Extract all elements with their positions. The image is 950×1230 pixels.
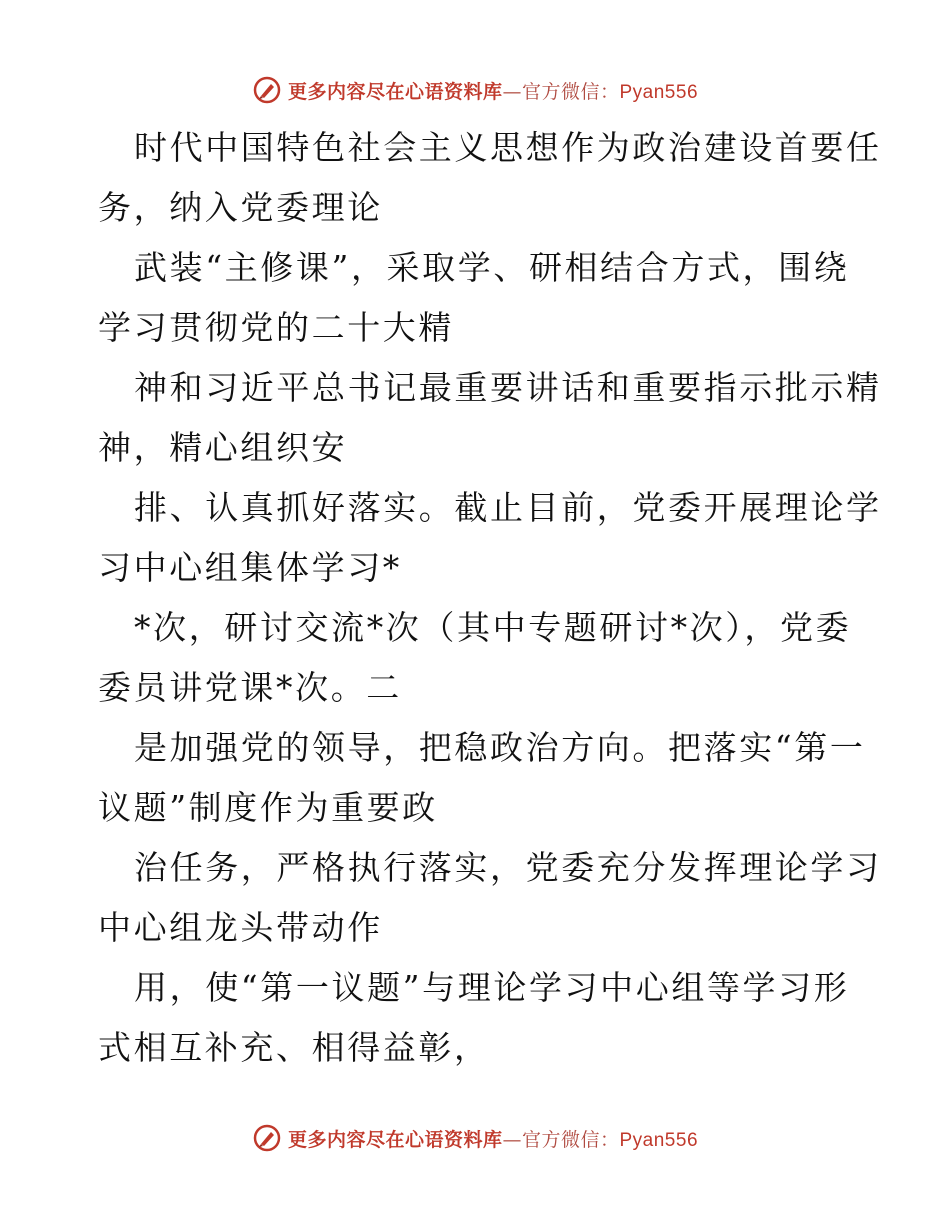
paragraph-line-second: 中心组龙头带动作 [98,908,383,947]
paragraph-line-first: 是加强党的领导，把稳政治方向。把落实“第一 [134,728,866,767]
paragraph [98,118,882,238]
paragraph-line-second: 神，精心组织安 [98,428,348,467]
paragraph-line-second: 式相互补充、相得益彰， [98,1028,490,1067]
watermark-separator: — [502,80,522,103]
paragraph-line-second: 务，纳入党委理论 [98,188,383,227]
paragraph [98,958,858,1078]
paragraph [98,598,858,718]
pen-nib-circle-icon [252,75,282,105]
paragraph-line-second: 习中心组集体学习* [98,548,402,587]
paragraph-line-first: 武装“主修课”，采取学、研相结合方式，围绕 [134,248,850,287]
paragraph-line-first: 时代中国特色社会主义思想作为政治建设首要任 [134,128,882,167]
paragraph-line-first: 用，使“第一议题”与理论学习中心组等学习形 [134,968,850,1007]
paragraph-line-first: 治任务，严格执行落实，党委充分发挥理论学习 [134,848,882,887]
paragraph [98,718,866,838]
paragraph [98,838,882,958]
pen-nib-circle-icon [252,1123,282,1153]
watermark-id: Pyan556 [619,1129,699,1151]
paragraph [98,358,882,478]
watermark-text [288,1125,698,1152]
paragraph-line-second: 议题”制度作为重要政 [98,788,438,827]
paragraph-line-first: 神和习近平总书记最重要讲话和重要指示批示精 [134,368,882,407]
paragraph-line-first: 排、认真抓好落实。截止目前，党委开展理论学 [134,488,882,527]
watermark-separator: — [502,1128,522,1151]
document-body [98,118,882,1078]
paragraph-line-first: *次，研讨交流*次（其中专题研讨*次），党委 [134,608,852,647]
paragraph-line-second: 学习贯彻党的二十大精 [98,308,454,347]
header-watermark [0,70,950,110]
footer-watermark [0,1118,950,1158]
paragraph-line-second: 委员讲党课*次。二 [98,668,402,707]
watermark-main: 更多内容尽在心语资料库 [287,1128,503,1151]
watermark-text [288,77,698,104]
paragraph [98,478,882,598]
watermark-sub: 官方微信： [521,1128,620,1151]
watermark-sub: 官方微信： [521,80,620,103]
paragraph [98,238,858,358]
watermark-main: 更多内容尽在心语资料库 [287,80,503,103]
watermark-id: Pyan556 [619,81,699,103]
